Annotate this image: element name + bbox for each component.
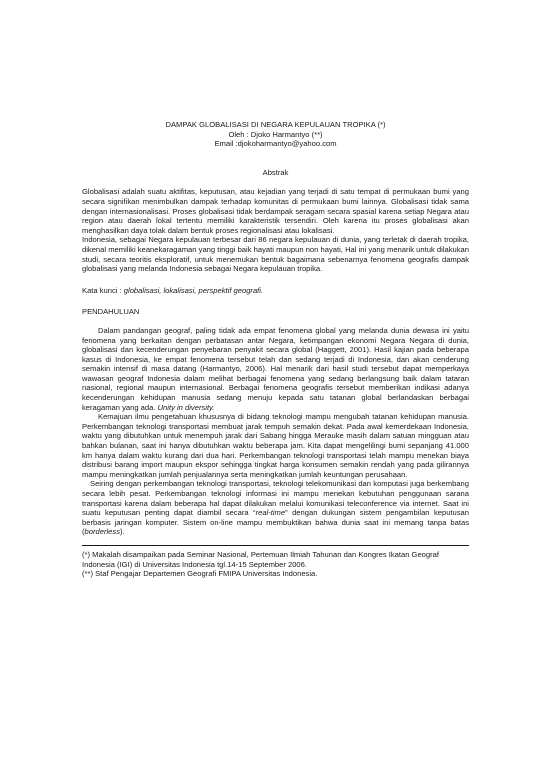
author-line: Oleh : Djoko Harmantyo (**) bbox=[228, 129, 323, 139]
body-paragraph-3-c: ). bbox=[120, 527, 125, 537]
footnotes bbox=[82, 545, 469, 579]
title-block bbox=[82, 120, 469, 149]
body-paragraph-3-b: ” dengan dukungan sistem pengambilan keputusan berbasis jaringan komputer. Sistem on-line mampu membuktikan bahwa dunia saat ini memang tanpa batas ( bbox=[82, 508, 470, 537]
body-paragraph-2: Kemajuan ilmu pengetahuan khususnya di bidang teknologi mampu mengubah tatanan kehidupan manusia. Perkembangan teknologi transportasi membuat jarak tempuh semakin dekat. Pada awal kemerdekaan Indonesia, waktu yang dibutuhkan untuk menempuh jarak dari Sabang hingga Merauke masih dalam satuan mingguan atau bahkan bulanan, saat ini hanya dibutuhkan waktu beberapa jam. Kita dapat mengelilingi bumi sepanjang 41.000 km hanya dalam waktu kurang dari dua hari. Perkembangan teknologi transportasi telah mampu menekan biaya distribusi barang import maupun ekspor sehingga tingkat harga konsumen semakin rendah yang pada gilirannya mampu meningkatkan jumlah penjualannya serta meningkatkan jumlah keuntungan perusahaan. bbox=[82, 412, 469, 479]
body-paragraph-3 bbox=[82, 479, 469, 537]
body-paragraph-3-a: Seiring dengan perkembangan teknologi transportasi, teknologi telekomunikasi dan komputasi juga berkembang secara lebih pesat. Perkembangan teknologi informasi ini mampu menekan kebutuhan penggunaan sarana transportasi karena dalam beberapa hal dapat dilakukan melalui komunikasi teleconference via internet. Saat ini suatu keputusan penting dapat diambil secara “ bbox=[82, 479, 469, 518]
page-content bbox=[82, 120, 469, 579]
keywords-label: Kata kunci : bbox=[82, 285, 124, 295]
section-heading: PENDAHULUAN bbox=[82, 307, 140, 317]
body-text bbox=[82, 326, 469, 537]
author-email: Email :djokoharmantyo@yahoo.com bbox=[214, 139, 337, 149]
footnote-1: (*) Makalah disampaikan pada Seminar Nasional, Pertemuan Ilmiah Tahunan dan Kongres Ikatan Geograf Indonesia (IGI) di Universitas Indonesia tgl.14-15 September 2006. bbox=[82, 549, 439, 569]
footnote-2: (**) Staf Pengajar Departemen Geografi FMIPA Universitas Indonesia. bbox=[82, 569, 318, 579]
body-paragraph-3-italic-1: real-time bbox=[255, 508, 286, 518]
body-paragraph-3-italic-2: borderless bbox=[84, 527, 120, 537]
keywords-terms: globalisasi, lokalisasi, perspektif geografi. bbox=[123, 285, 264, 295]
abstract-body bbox=[82, 187, 469, 273]
body-paragraph-1-text: Dalam pandangan geograf, paling tidak ada empat fenomena global yang melanda dunia dewasa ini yaitu fenomena yang berkaitan dengan perbatasan antar Negara, ketimpangan ekonomi Negara Negara di dunia, globalisasi dan kecenderungan penyebaran penyakit secara global (Haggett, 2001). Hasil kajian pada beberapa kasus di Indonesia, ke empat fenomena tersebut telah dan sedang terjadi di Indonesia, dan akan cenderung semakin intensif di masa datang (Harmantyo, 2006). Hal menarik dari hasil studi tersebut dapat memperkaya wawasan geograf Indonesia dalam melihat berbagai fenomena yang sedang berlangsung baik dalam tataran nasional, regional maupun internasional. Berbagai fenomena geografis tersebut memberikan indikasi adanya kecenderungan kehidupan manusia sedang menuju kepada satu tatanan global berlandaskan berbagai keragaman yang ada. bbox=[82, 325, 469, 412]
paper-title: DAMPAK GLOBALISASI DI NEGARA KEPULAUAN TROPIKA (*) bbox=[165, 120, 386, 129]
body-paragraph-1 bbox=[82, 326, 469, 412]
body-paragraph-1-italic: Unity in diversity. bbox=[157, 402, 215, 412]
keywords-line bbox=[82, 286, 469, 296]
abstract-paragraph-1: Globalisasi adalah suatu aktifitas, keputusan, atau kejadian yang terjadi di satu tempat di permukaan bumi yang secara signifikan menimbulkan dampak terhadap komunitas di permukaan bumi lainnya. Globalisasi tidak sama dengan internasionalisasi. Proses globalisasi tidak berdampak seragam secara spasial karena setiap Negara atau region atau daerah lokal tertentu memiliki karakteristik tersendiri. Oleh karena itu proses globalisasi akan menghasilkan daya tolak dalam bentuk proses regionalisasi atau lokalisasi. bbox=[82, 187, 469, 235]
abstract-paragraph-2: Indonesia, sebagai Negara kepulauan terbesar dari 86 negara kepulauan di dunia, yang terletak di daerah tropika, dikenal memiliki keanekaragaman yang tinggi baik hayati maupun non hayati, Hal ini yang menarik untuk dilakukan studi, secara teoritis eksploratif, untuk menemukan bentuk bagaimana sebenarnya fenomena geografis dampak globalisasi yang melanda Indonesia sebagai Negara kepulauan tropika. bbox=[82, 235, 469, 274]
abstract-heading: Abstrak bbox=[262, 167, 289, 177]
